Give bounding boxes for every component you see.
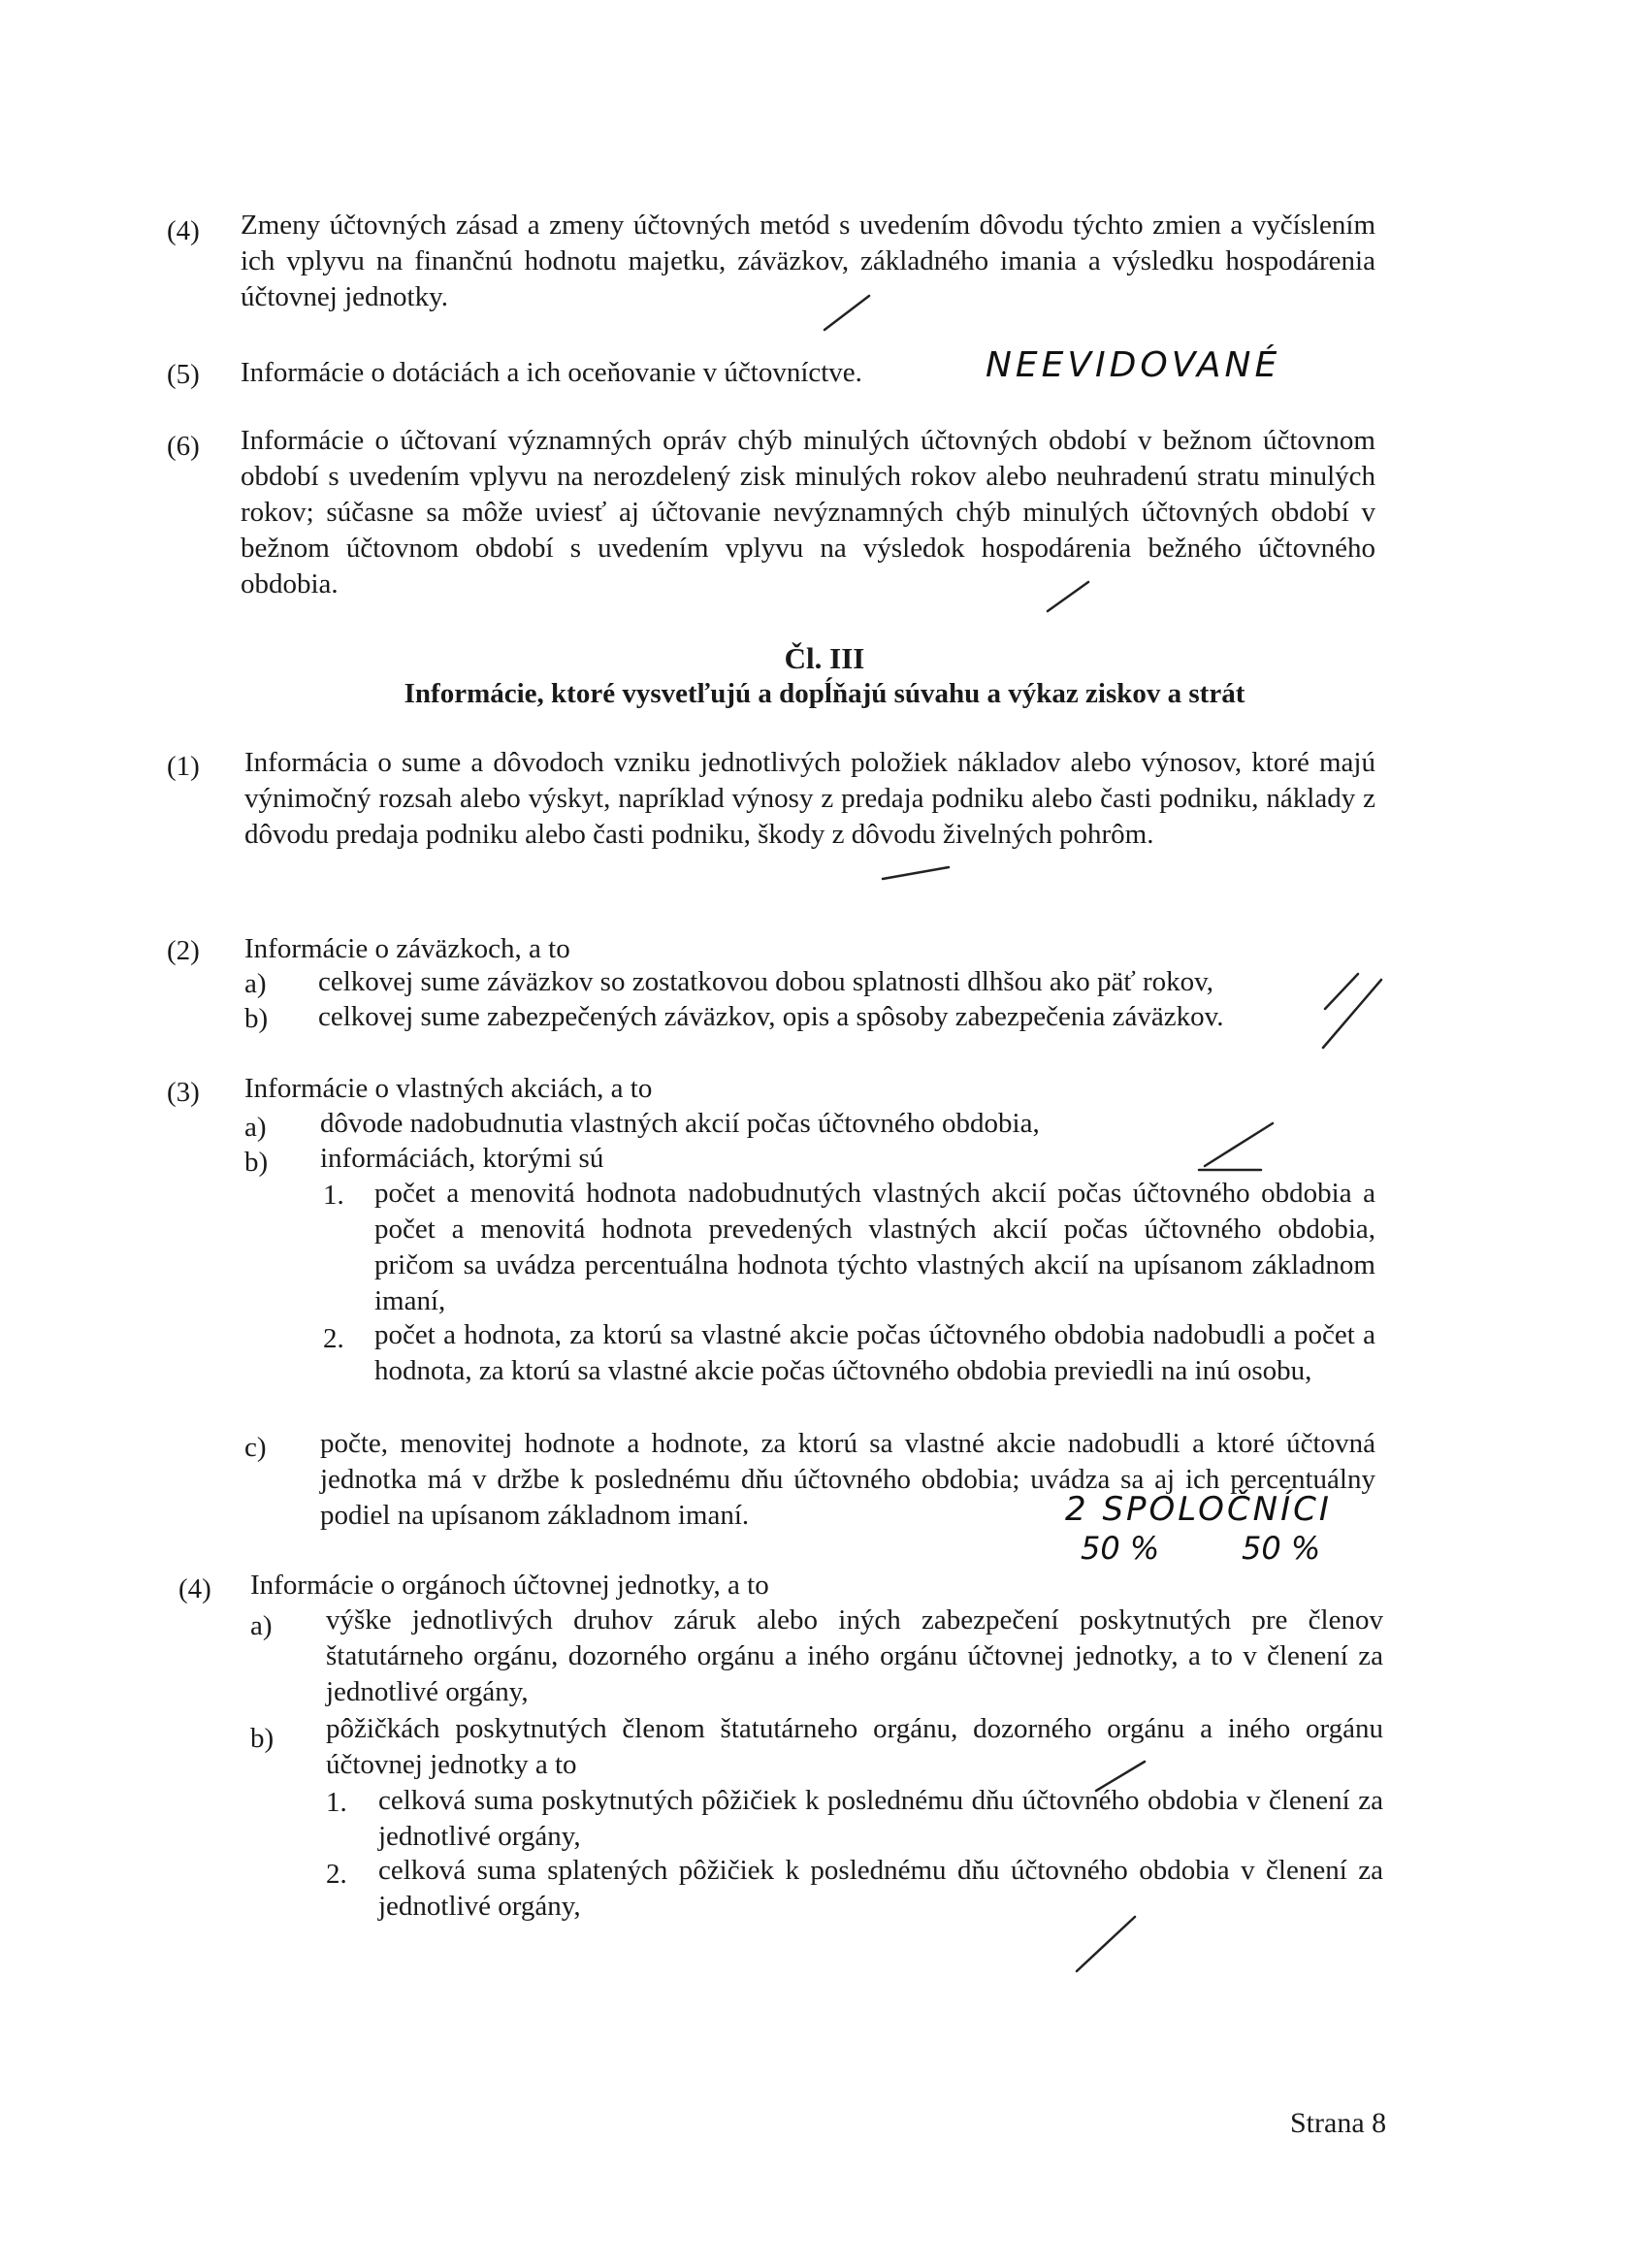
section-subtitle: Informácie, ktoré vysvetľujú a dopĺňajú súvahu a výkaz ziskov a strát <box>404 678 1245 709</box>
list-label: b) <box>244 1003 269 1034</box>
list-item: počet a hodnota, za ktorú sa vlastné akcie počas účtovného obdobia nadobudli a počet a hodnota, za ktorú sa vlastné akcie počas účtovného obdobia previedli na inú osobu, <box>374 1319 1375 1386</box>
paragraph-text: Informácie o účtovaní významných opráv chýb minulých účtovných období v bežnom účtovnom období s uvedením vplyvu na nerozdelený zisk minulých rokov alebo neuhradenú stratu minulých rokov; súčasne sa môže uviesť aj účtovanie nevýznamných chýb minulých účtovných období v bežnom účtovnom období s uvedením vplyvu na výsledok hospodárenia bežného účtovného obdobia. <box>241 425 1375 599</box>
list-label: a) <box>244 1112 267 1143</box>
list-label: a) <box>244 968 267 999</box>
list-label: a) <box>250 1610 273 1641</box>
paragraph-text: Informácie o orgánoch účtovnej jednotky, a to <box>250 1570 769 1601</box>
list-label: 1. <box>326 1787 347 1818</box>
list-item: celková suma poskytnutých pôžičiek k poslednému dňu účtovného obdobia v členení za jednotlivé orgány, <box>378 1785 1383 1852</box>
list-item: celková suma splatených pôžičiek k poslednému dňu účtovného obdobia v členení za jednotlivé orgány, <box>378 1855 1383 1922</box>
check-stroke <box>824 296 869 330</box>
paragraph-number: (4) <box>167 215 200 246</box>
paragraph-number: (6) <box>167 431 200 462</box>
list-label: c) <box>244 1432 267 1463</box>
list-label: b) <box>250 1723 275 1754</box>
handwritten-note: 50 % <box>1242 1530 1321 1567</box>
check-stroke <box>1205 1123 1273 1166</box>
list-item: dôvode nadobudnutia vlastných akcií počas účtovného obdobia, <box>320 1108 1040 1139</box>
check-stroke <box>1096 1762 1145 1791</box>
paragraph-text: Informácie o vlastných akciách, a to <box>244 1073 653 1104</box>
paragraph-number: (3) <box>167 1077 200 1108</box>
check-stroke <box>1325 974 1358 1009</box>
check-stroke <box>1048 582 1088 611</box>
list-item: celkovej sume záväzkov so zostatkovou dobou splatnosti dlhšou ako päť rokov, <box>318 966 1214 997</box>
paragraph-number: (1) <box>167 751 200 782</box>
section-title: Čl. III <box>784 641 865 675</box>
check-stroke <box>883 867 949 879</box>
list-item: počte, menovitej hodnote a hodnote, za ktorú sa vlastné akcie nadobudli a ktoré účtovná jednotka má v držbe k poslednému dňu účtovného obdobia; uvádza sa aj ich percentuálny podiel na upísanom základnom imaní. <box>320 1428 1375 1531</box>
check-stroke <box>1323 980 1381 1048</box>
paragraph-text: Zmeny účtovných zásad a zmeny účtovných metód s uvedením dôvodu týchto zmien a vyčíslením ich vplyvu na finančnú hodnotu majetku, záväzkov, základného imania a výsledku hospodárenia účtovnej jednotky. <box>241 210 1375 312</box>
handwritten-note: 2 SPOLOČNÍCI <box>1065 1490 1332 1529</box>
handwritten-note: 50 % <box>1081 1530 1160 1567</box>
paragraph-text: Informácie o dotáciách a ich oceňovanie v účtovníctve. <box>241 357 862 388</box>
list-label: 2. <box>323 1323 344 1354</box>
paragraph-text: Informácie o záväzkoch, a to <box>244 933 570 964</box>
paragraph-number: (2) <box>167 935 200 966</box>
paragraph-number: (5) <box>167 359 200 390</box>
list-label: 1. <box>323 1180 344 1211</box>
list-label: b) <box>244 1147 269 1178</box>
list-item: počet a menovitá hodnota nadobudnutých vlastných akcií počas účtovného obdobia a počet a menovitá hodnota prevedených vlastných akcií počas účtovného obdobia, pričom sa uvádza percentuálna hodnota týchto vlastných akcií na upísanom základnom imaní, <box>374 1178 1375 1316</box>
list-label: 2. <box>326 1859 347 1890</box>
handwritten-note: NEEVIDOVANÉ <box>986 345 1281 385</box>
list-item: celkovej sume zabezpečených záväzkov, opis a spôsoby zabezpečenia záväzkov. <box>318 1001 1224 1032</box>
check-stroke <box>1077 1917 1135 1971</box>
list-item: výške jednotlivých druhov záruk alebo iných zabezpečení poskytnutých pre členov štatutárneho orgánu, dozorného orgánu a iného orgánu účtovnej jednotky, a to v členení za jednotlivé orgány, <box>326 1604 1383 1707</box>
paragraph-text: Informácia o sume a dôvodoch vzniku jednotlivých položiek nákladov alebo výnosov, ktoré majú výnimočný rozsah alebo výskyt, napríklad výnosy z predaja podniku alebo časti podniku, náklady z dôvodu predaja podniku alebo časti podniku, škody z dôvodu živelných pohrôm. <box>244 747 1375 850</box>
list-item: pôžičkách poskytnutých členom štatutárneho orgánu, dozorného orgánu a iného orgánu účtovnej jednotky a to <box>326 1713 1383 1780</box>
page-number: Strana 8 <box>1290 2107 1387 2139</box>
paragraph-number: (4) <box>178 1573 211 1604</box>
list-item: informáciách, ktorými sú <box>320 1143 604 1174</box>
